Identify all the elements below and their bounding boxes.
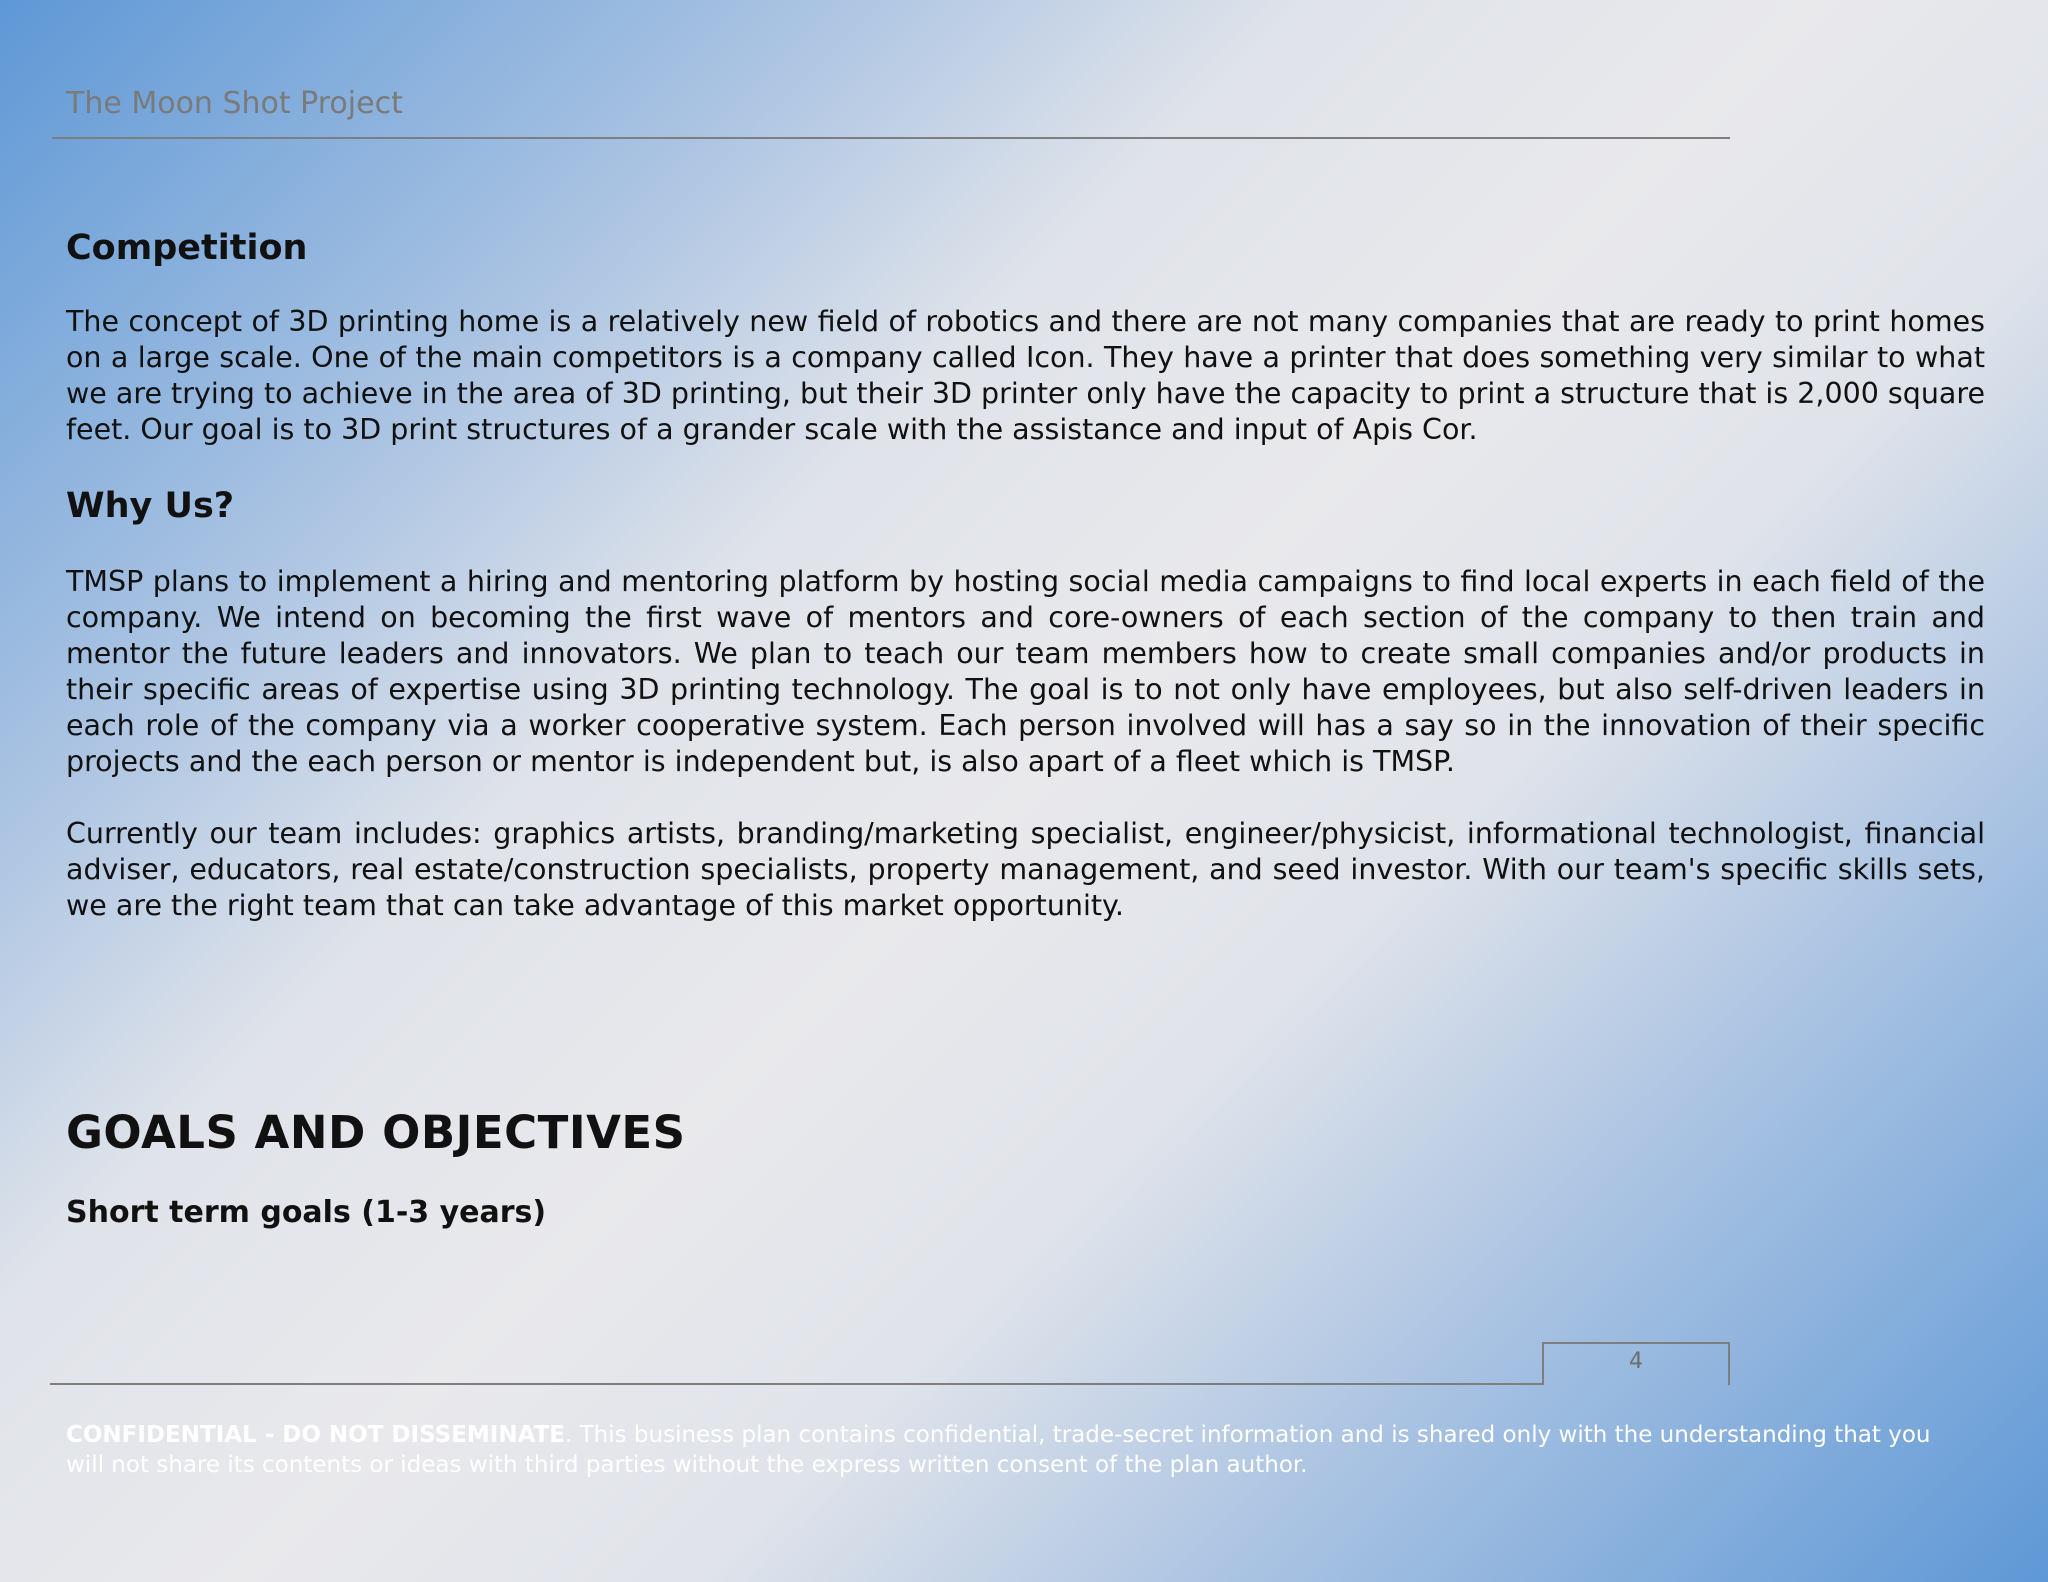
why-us-heading: Why Us? [66,486,235,526]
competition-body [66,304,1985,448]
competition-heading: Competition [66,228,308,268]
confidentiality-notice [66,1420,1966,1480]
competition-section [66,228,1985,268]
goals-section [66,1106,1985,1159]
why-us-body-2 [66,816,1985,924]
competition-paragraph: The concept of 3D printing home is a relatively new field of robotics and there are not many companies that are ready to print homes on a large scale. One of the main competitors is a company called Icon. They have a printer that does something very similar to what we are trying to achieve in the area of 3D printing, but their 3D printer only have the capacity to print a structure that is 2,000 square feet. Our goal is to 3D print structures of a grander scale with the assistance and input of Apis Cor. [66,305,1985,446]
why-us-paragraph-2: Currently our team includes: graphics artists, branding/marketing specialist, engineer/physicist, informational technologist, financial adviser, educators, real estate/construction specialists, property management, and seed investor. With our team's specific skills sets, we are the right team that can take advantage of this market opportunity. [66,817,1985,922]
footer-divider [50,1383,1544,1385]
why-us-paragraph-1: TMSP plans to implement a hiring and mentoring platform by hosting social media campaigns to find local experts in each field of the company. We intend on becoming the first wave of mentors and core-owners of each section of the company to then train and mentor the future leaders and innovators. We plan to teach our team members how to create small companies and/or products in their specific areas of expertise using 3D printing technology. The goal is to not only have employees, but also self-driven leaders in each role of the company via a worker cooperative system. Each person involved will has a say so in the innovation of their specific projects and the each person or mentor is independent but, is also apart of a fleet which is TMSP. [66,565,1985,778]
goals-heading: GOALS AND OBJECTIVES [66,1106,686,1159]
confidential-label: CONFIDENTIAL - DO NOT DISSEMINATE [66,1422,565,1448]
page-number: 4 [1542,1342,1730,1385]
confidential-text: . This business plan contains confidential, trade-secret information and is shared only with the understanding that you will not share its contents or ideas with third parties without the express written consent of the plan author. [66,1422,1931,1478]
why-us-section [66,486,1985,526]
why-us-body [66,564,1985,780]
short-term-goals-heading: Short term goals (1-3 years) [66,1195,547,1230]
goals-subsection [66,1195,1985,1230]
header-divider [52,137,1730,139]
document-header-title: The Moon Shot Project [66,86,403,121]
